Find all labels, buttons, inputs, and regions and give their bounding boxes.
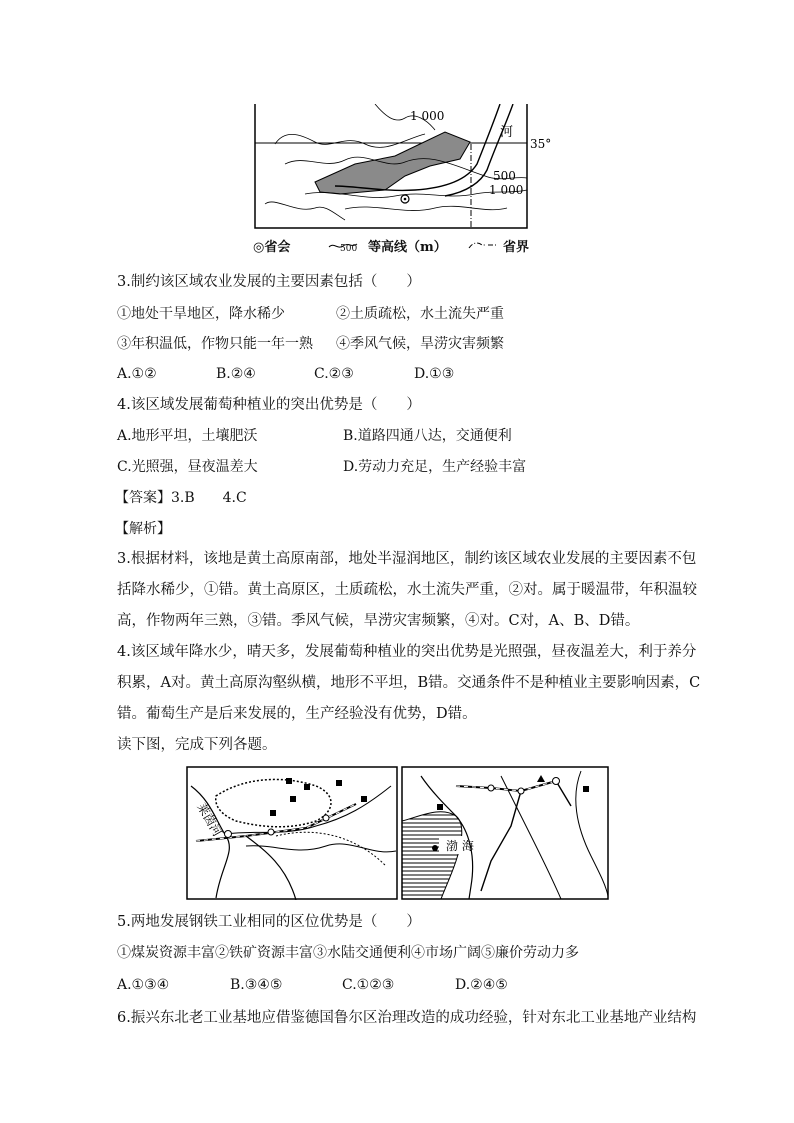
map-ruhr — [186, 766, 398, 900]
analysis-4-line-3: 错。葡萄生产是后来发展的，生产经验没有优势，D错。 — [117, 706, 477, 722]
river-label: 河 — [500, 125, 514, 140]
q4-stem: 4.该区域发展葡萄种植业的突出优势是（ ） — [117, 397, 421, 413]
analysis-4-line-1: 4.该区域年降水少，晴天多，发展葡萄种植业的突出优势是光照强，昼夜温差大，利于养分 — [117, 644, 697, 660]
q5-statements: ①煤炭资源丰富②铁矿资源丰富③水陆交通便利④市场广阔⑤廉价劳动力多 — [117, 945, 579, 961]
legend-contour: 等高线（m） — [368, 240, 447, 255]
contour-line — [265, 202, 345, 220]
q5-option-d: D.②④⑤ — [455, 977, 508, 993]
q5-stem: 5.两地发展钢铁工业相同的区位优势是（ ） — [117, 914, 421, 930]
contour-label-500: 500 — [493, 169, 516, 183]
q3-option-c: C.②③ — [314, 366, 354, 382]
rhine-label: 莱茵河 — [194, 800, 225, 839]
q3-option-d: D.①③ — [414, 366, 455, 382]
legend-boundary-icon — [468, 238, 498, 252]
answer-line: 【答案】3.B 4.C — [115, 490, 247, 506]
contour-line — [275, 134, 425, 147]
analysis-3-line-2: 括降水稀少，①错。黄土高原区，土质疏松，水土流失严重，②对。属于暖温带，年积温较 — [117, 582, 697, 598]
contour-label-1000-right: 1 000 — [489, 183, 524, 197]
q3-statement-4: ④季风气候，旱涝灾害频繁 — [336, 336, 504, 352]
map-loess-plateau — [245, 104, 555, 232]
q5-option-a: A.①③④ — [117, 977, 170, 993]
legend-contour-sample: 500 — [340, 244, 358, 254]
q5-option-c: C.①②③ — [342, 977, 395, 993]
legend-capital: ◎省会 — [253, 240, 291, 255]
analysis-3-line-3: 高，作物两年三熟，③错。季风气候，旱涝灾害频繁，④对。C对，A、B、D错。 — [117, 613, 640, 629]
q3-option-a: A.①② — [117, 366, 157, 382]
analysis-4-line-2: 积累，A对。黄土高原沟壑纵横，地形不平坦，B错。交通条件不是种植业主要影响因素，C — [117, 675, 701, 691]
latitude-label: 35° — [530, 137, 552, 151]
analysis-heading: 【解析】 — [115, 521, 171, 537]
q3-option-b: B.②④ — [216, 366, 256, 382]
legend-boundary: 省界 — [503, 240, 530, 255]
q4-option-a: A.地形平坦，土壤肥沃 — [117, 428, 258, 444]
bohai-label: 渤 海 — [446, 839, 474, 853]
q6-stem: 6.振兴东北老工业基地应借鉴德国鲁尔区治理改造的成功经验，针对东北工业基地产业结构 — [117, 1010, 697, 1026]
intro-line: 读下图，完成下列各题。 — [117, 737, 277, 753]
contour-line — [345, 206, 507, 210]
q3-stem: 3.制约该区域农业发展的主要因素包括（ ） — [117, 274, 421, 290]
q4-option-d: D.劳动力充足，生产经验丰富 — [343, 459, 527, 475]
q5-option-b: B.③④⑤ — [230, 977, 283, 993]
q3-statement-2: ②土质疏松，水土流失严重 — [336, 306, 504, 322]
analysis-3-line-1: 3.根据材料，该地是黄土高原南部，地处半湿润地区，制约该区域农业发展的主要因素不包 — [117, 551, 697, 567]
map-liaoning — [401, 766, 609, 900]
q3-statement-1: ①地处干旱地区，降水稀少 — [117, 306, 285, 322]
q4-option-c: C.光照强，昼夜温差大 — [117, 459, 258, 475]
q3-statement-3: ③年积温低，作物只能一年一熟 — [117, 336, 313, 352]
contour-label-1000-top: 1 000 — [410, 109, 445, 123]
q4-option-b: B.道路四通八达，交通便利 — [343, 428, 512, 444]
